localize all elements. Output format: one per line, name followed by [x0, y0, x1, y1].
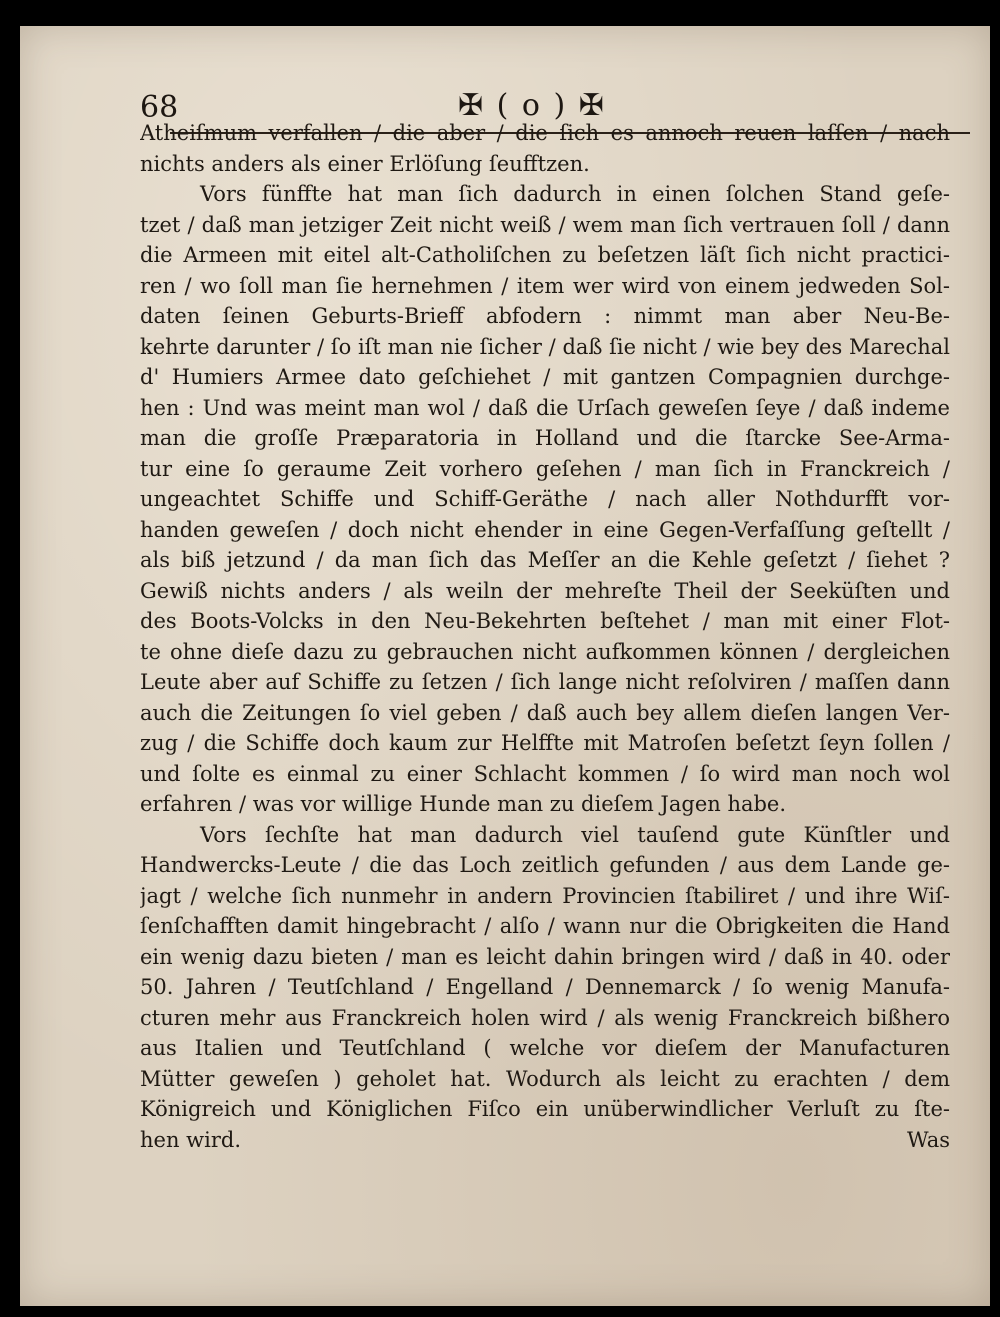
text-line: und ſolte es einmal zu einer Schlacht kommen / ſo wird man noch wol — [140, 761, 950, 786]
text-line: tur eine ſo geraume Zeit vorhero geſehen / man ſich in Franckreich / — [140, 456, 950, 481]
text-line: jagt / welche ſich nunmehr in andern Provincien ſtabiliret / und ihre Wiſ- — [140, 883, 950, 908]
text-line: Handwercks-Leute / die das Loch zeitlich gefunden / aus dem Lande ge- — [140, 853, 950, 877]
text-line: hen wird. — [140, 1127, 242, 1152]
final-line — [140, 1125, 950, 1156]
text-line: ſenſchafften damit hingebracht / alſo / wann nur die Obrigkeiten die Hand — [140, 914, 950, 938]
body-text — [140, 118, 950, 1155]
text-line: aus Italien und Teutſchland ( welche vor dieſem der Manufacturen — [140, 1036, 950, 1060]
text-line: ungeachtet Schiffe und Schiff-Geräthe / nach aller Nothdurfft vor- — [140, 487, 950, 511]
text-line: ren / wo ſoll man ſie hernehmen / item wer wird von einem jedweden Sol- — [140, 273, 950, 298]
text-line: tzet / daß man jetziger Zeit nicht weiß / wem man ſich vertrauen ſoll / dann — [140, 212, 950, 237]
text-line: te ohne dieſe dazu zu gebrauchen nicht aufkommen können / dergleichen — [140, 639, 950, 664]
text-line: Mütter geweſen ) geholet hat. Wodurch als leicht zu erachten / dem — [140, 1066, 950, 1091]
text-line: die Armeen mit eitel alt-Catholiſchen zu beſetzen läſt ſich nicht practici- — [140, 243, 950, 267]
text-line: handen geweſen / doch nicht ehender in eine Gegen-Verfaſſung geſtellt / — [140, 517, 950, 542]
text-line: als biß jetzund / da man ſich das Meſſer an die Kehle geſetzt / ſiehet ? — [140, 548, 950, 572]
text-line: hen : Und was meint man wol / daß die Urſach geweſen ſeye / daß indeme — [140, 395, 950, 420]
text-line: Leute aber auf Schiffe zu ſetzen / ſich lange nicht reſolviren / maſſen dann — [140, 670, 950, 694]
header-ornament: ✠ ( o ) ✠ — [458, 88, 606, 123]
text-line: cturen mehr aus Franckreich holen wird / als wenig Franckreich bißhero — [140, 1005, 950, 1030]
text-line: man die groſſe Præparatoria in Holland und die ſtarcke See-Arma- — [140, 426, 950, 450]
text-line: d' Humiers Armee dato geſchiehet / mit gantzen Compagnien durchge- — [140, 365, 950, 389]
paragraph-start-line: Vors ſechſte hat man dadurch viel tauſend gute Künſtler und — [200, 822, 950, 847]
text-line: Gewiß nichts anders / als weiln der mehreſte Theil der Seeküſten und — [140, 578, 950, 603]
text-line: ein wenig dazu bieten / man es leicht dahin bringen wird / daß in 40. oder — [140, 944, 950, 969]
text-line: Königreich und Königlichen Fiſco ein unüberwindlicher Verluſt zu ſte- — [140, 1097, 950, 1121]
text-line: Atheiſmum verfallen / die aber / die ſich es annoch reuen laſſen / nach — [140, 121, 950, 145]
text-line: nichts anders als einer Erlöſung ſeufftzen. — [140, 151, 590, 176]
catchword: Was — [906, 1127, 950, 1152]
text-line: des Boots-Volcks in den Neu-Bekehrten beſtehet / man mit einer Flot- — [140, 609, 950, 633]
text-line: erfahren / was vor willige Hunde man zu dieſem Jagen habe. — [140, 792, 787, 816]
text-line: kehrte darunter / ſo iſt man nie ſicher / daß ſie nicht / wie bey des Marechal — [140, 334, 950, 359]
paragraph-start-line: Vors fünffte hat man ſich dadurch in einen ſolchen Stand geſe- — [200, 182, 950, 206]
text-line: 50. Jahren / Teutſchland / Engelland / Dennemarck / ſo wenig Manufa- — [140, 975, 950, 999]
text-line: auch die Zeitungen ſo viel geben / daß auch bey allem dieſen langen Ver- — [140, 700, 950, 725]
text-line: zug / die Schiffe doch kaum zur Helffte mit Matroſen beſetzt ſeyn ſollen / — [140, 731, 950, 755]
page-number: 68 — [140, 90, 179, 125]
text-line: daten ſeinen Geburts-Brieff abfodern : nimmt man aber Neu-Be- — [140, 304, 950, 328]
